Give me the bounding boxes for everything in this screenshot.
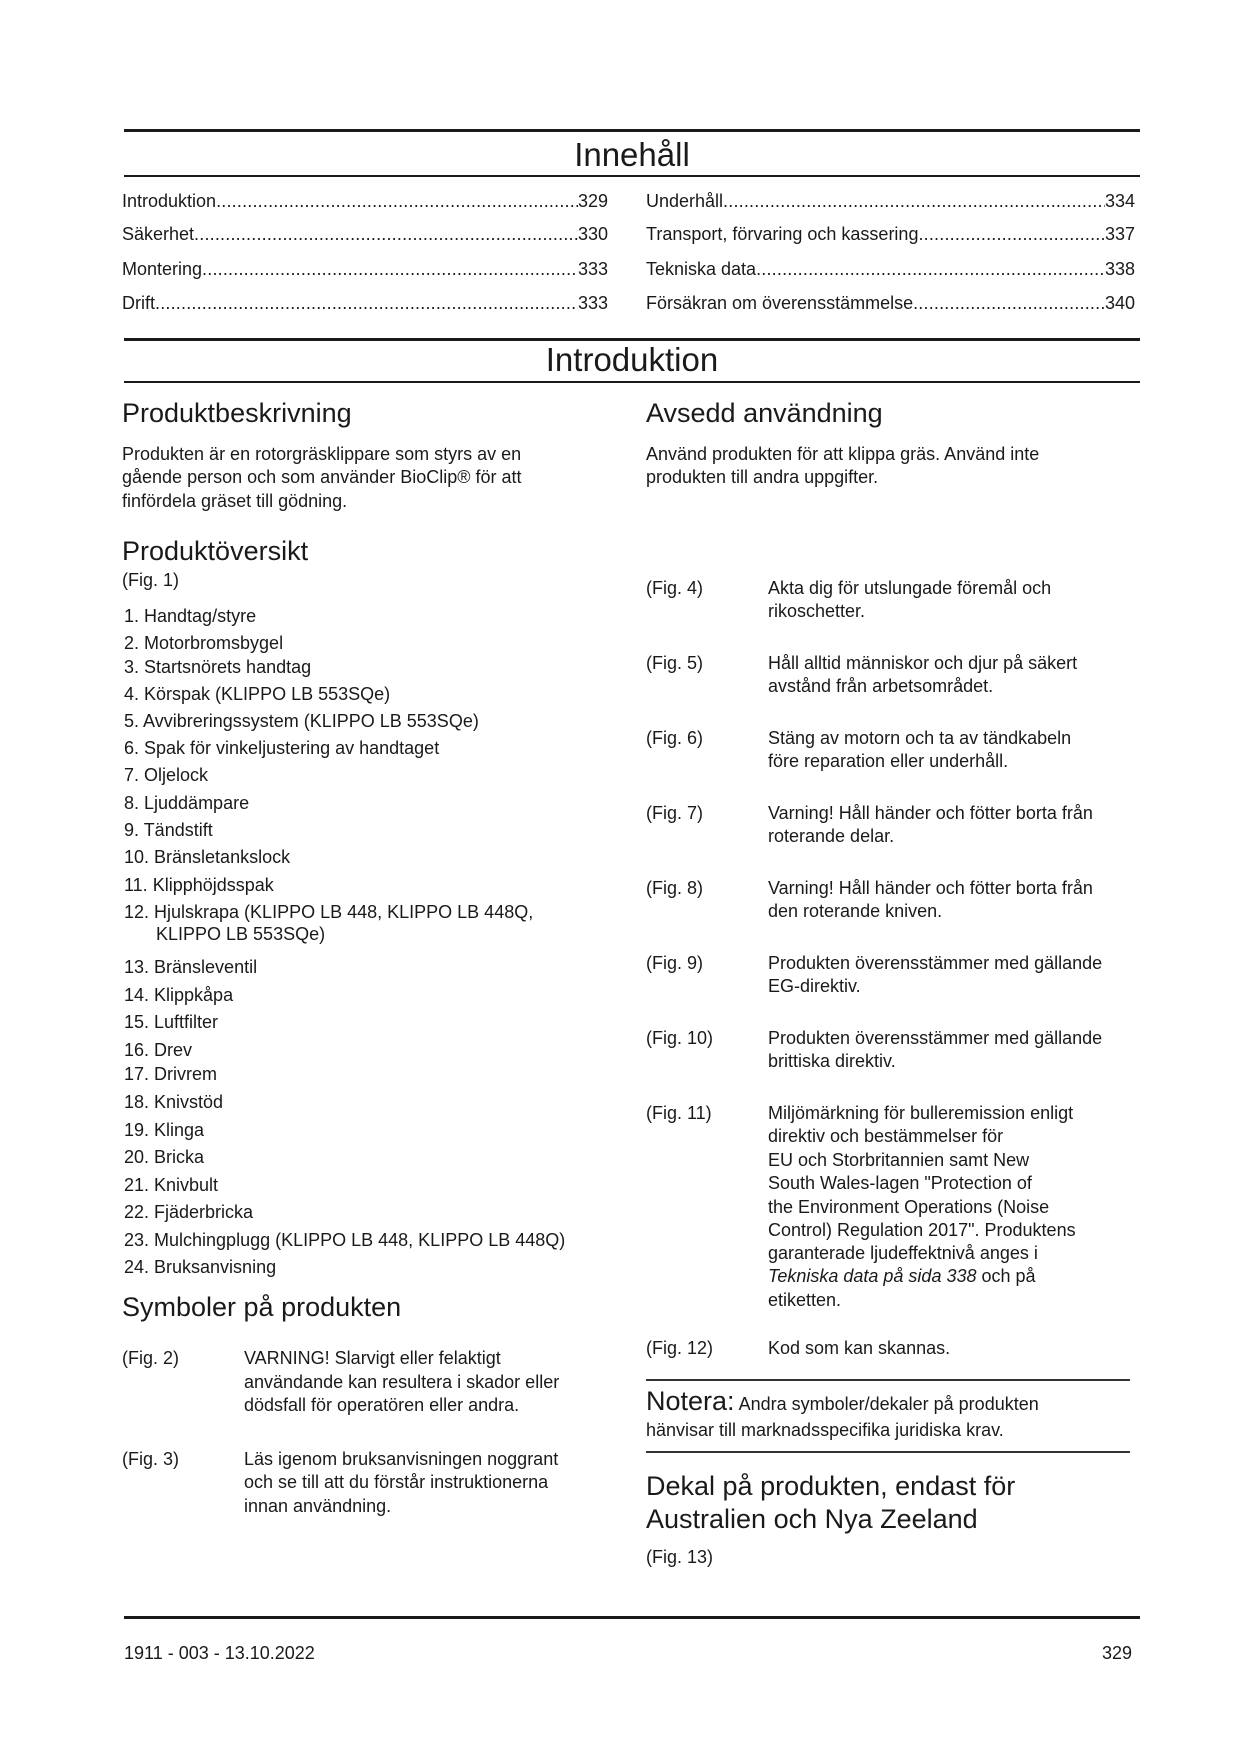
toc-entry[interactable]: [646, 292, 1135, 314]
decal-fig: (Fig. 13): [646, 1547, 714, 1567]
toc-entry[interactable]: [646, 190, 1135, 212]
list-item: 23. Mulchingplugg (KLIPPO LB 448, KLIPPO LB 448Q): [124, 1230, 566, 1250]
intended-use-line: produkten till andra uppgifter.: [646, 467, 879, 487]
list-item: 7. Oljelock: [124, 765, 209, 785]
footer-rule: [124, 1616, 1140, 1619]
toc-entry-page: 333: [577, 293, 608, 313]
toc-entry[interactable]: [646, 223, 1135, 245]
symbol-description-line: Miljömärkning för bulleremission enligt: [768, 1103, 1074, 1123]
product-description-line: finfördela gräset till gödning.: [122, 491, 348, 511]
toc-title: Innehåll: [574, 136, 690, 173]
note-label: Notera:: [646, 1386, 735, 1416]
symbol-description-line: innan användning.: [244, 1496, 392, 1516]
symbol-description-line: the Environment Operations (Noise: [768, 1197, 1050, 1217]
symbol-description-line: [768, 1265, 1036, 1288]
list-item: 22. Fjäderbricka: [124, 1202, 254, 1222]
symbol-description-text: och på: [976, 1266, 1036, 1286]
toc-entry-label: Montering: [122, 259, 203, 279]
symbol-description-line: dödsfall för operatören eller andra.: [244, 1395, 520, 1415]
symbol-description-line: direktiv och bestämmelser för: [768, 1126, 1004, 1146]
list-item: 24. Bruksanvisning: [124, 1257, 277, 1277]
list-item: 11. Klipphöjdsspak: [124, 875, 274, 895]
symbol-description-line: den roterande kniven.: [768, 901, 943, 921]
symbol-description-line: garanterade ljudeffektnivå anges i: [768, 1243, 1038, 1263]
technical-data-link[interactable]: Tekniska data på sida 338: [768, 1266, 977, 1286]
note-top-rule: [646, 1379, 1130, 1381]
list-item: 9. Tändstift: [124, 820, 213, 840]
list-item: 6. Spak för vinkeljustering av handtaget: [124, 738, 440, 758]
intro-title-rule: [124, 381, 1140, 383]
symbol-fig-ref: (Fig. 12): [646, 1338, 714, 1358]
symbol-description-line: Håll alltid människor och djur på säkert: [768, 653, 1078, 673]
toc-entry-label: Introduktion: [122, 191, 217, 211]
symbols-heading: Symboler på produkten: [122, 1292, 402, 1322]
note-bottom-rule: [646, 1451, 1130, 1453]
list-item: 16. Drev: [124, 1040, 193, 1060]
toc-entry[interactable]: [646, 258, 1135, 280]
symbol-description-line: Varning! Håll händer och fötter borta från: [768, 803, 1093, 823]
toc-entry-label: Drift: [122, 293, 155, 313]
intended-use-line: Använd produkten för att klippa gräs. Använd inte: [646, 444, 1040, 464]
symbol-description-line: före reparation eller underhåll.: [768, 751, 1009, 771]
symbol-description-line: South Wales-lagen "Protection of: [768, 1173, 1032, 1193]
toc-entry-page: 329: [577, 191, 608, 211]
product-description-line: Produkten är en rotorgräsklippare som styrs av en: [122, 444, 522, 464]
symbol-description-line: EG-direktiv.: [768, 976, 861, 996]
symbol-fig-ref: (Fig. 4): [646, 578, 704, 598]
list-item: 18. Knivstöd: [124, 1092, 224, 1112]
toc-entry[interactable]: [122, 190, 608, 212]
symbol-description-line: Control) Regulation 2017". Produktens: [768, 1220, 1076, 1240]
note-text-line: hänvisar till marknadsspecifika juridiska krav.: [646, 1420, 1004, 1440]
symbol-description-line: EU och Storbritannien samt New: [768, 1150, 1030, 1170]
list-item: 3. Startsnörets handtag: [124, 657, 312, 677]
symbol-description-line: brittiska direktiv.: [768, 1051, 896, 1071]
toc-entry-page: 333: [577, 259, 608, 279]
list-item: 19. Klinga: [124, 1120, 205, 1140]
symbol-description-line: Läs igenom bruksanvisningen noggrant: [244, 1449, 559, 1469]
toc-entry-page: 337: [1104, 224, 1135, 244]
list-item: 8. Ljuddämpare: [124, 793, 250, 813]
toc-title-rule: [124, 175, 1140, 177]
symbol-description-line: roterande delar.: [768, 826, 895, 846]
symbol-description-line: Kod som kan skannas.: [768, 1338, 951, 1358]
list-item: 12. Hjulskrapa (KLIPPO LB 448, KLIPPO LB 448Q,: [124, 902, 534, 922]
symbol-description-line: Akta dig för utslungade föremål och: [768, 578, 1052, 598]
overview-heading: Produktöversikt: [122, 536, 309, 566]
page-number: 329: [1101, 1643, 1132, 1663]
toc-top-rule: [124, 129, 1140, 132]
toc-entry-page: 340: [1104, 293, 1135, 313]
list-item-continuation: KLIPPO LB 553SQe): [156, 924, 326, 944]
symbol-description-line: Varning! Håll händer och fötter borta från: [768, 878, 1093, 898]
decal-heading-line: Dekal på produkten, endast för: [646, 1471, 1016, 1501]
list-item: 14. Klippkåpa: [124, 985, 234, 1005]
list-item: 5. Avvibreringssystem (KLIPPO LB 553SQe): [124, 711, 479, 731]
overview-fig: (Fig. 1): [122, 570, 180, 590]
symbol-fig-ref: (Fig. 8): [646, 878, 704, 898]
toc-entry[interactable]: [122, 258, 608, 280]
symbol-description-line: etiketten.: [768, 1290, 842, 1310]
toc-entry[interactable]: [122, 223, 608, 245]
list-item: 17. Drivrem: [124, 1064, 218, 1084]
toc-entry-page: 330: [577, 224, 608, 244]
toc-entry-label: Underhåll: [646, 191, 724, 211]
symbol-fig-ref: (Fig. 9): [646, 953, 704, 973]
symbol-description-line: Stäng av motorn och ta av tändkabeln: [768, 728, 1072, 748]
list-item: 2. Motorbromsbygel: [124, 633, 284, 653]
toc-entry-label: Försäkran om överensstämmelse: [646, 293, 914, 313]
list-item: 20. Bricka: [124, 1147, 205, 1167]
footer-doc-ref: 1911 - 003 - 13.10.2022: [124, 1643, 315, 1663]
product-description-line: gående person och som använder BioClip® för att: [122, 467, 522, 487]
symbol-description-line: avstånd från arbetsområdet.: [768, 676, 994, 696]
note-text: Andra symboler/dekaler på produkten: [738, 1394, 1039, 1414]
list-item: 1. Handtag/styre: [124, 606, 257, 626]
symbol-fig-ref: (Fig. 11): [646, 1103, 712, 1123]
decal-heading-line: Australien och Nya Zeeland: [646, 1504, 978, 1534]
symbol-fig-ref: (Fig. 10): [646, 1028, 714, 1048]
intro-title: Introduktion: [545, 341, 719, 378]
symbol-fig-ref: (Fig. 5): [646, 653, 704, 673]
toc-entry-label: Transport, förvaring och kassering: [646, 224, 919, 244]
toc-entry[interactable]: [122, 292, 608, 314]
symbol-fig-ref: (Fig. 3): [122, 1449, 180, 1469]
symbol-description-line: rikoschetter.: [768, 601, 866, 621]
symbol-description-line: Produkten överensstämmer med gällande: [768, 953, 1103, 973]
list-item: 4. Körspak (KLIPPO LB 553SQe): [124, 684, 391, 704]
symbol-fig-ref: (Fig. 7): [646, 803, 704, 823]
product-description-heading: Produktbeskrivning: [122, 398, 352, 428]
symbol-description-line: och se till att du förstår instruktionerna: [244, 1472, 549, 1492]
symbol-fig-ref: (Fig. 6): [646, 728, 704, 748]
symbol-fig-ref: (Fig. 2): [122, 1348, 180, 1368]
symbol-description-line: Produkten överensstämmer med gällande: [768, 1028, 1103, 1048]
list-item: 15. Luftfilter: [124, 1012, 219, 1032]
list-item: 10. Bränsletankslock: [124, 847, 291, 867]
intended-use-heading: Avsedd användning: [646, 398, 883, 428]
toc-entry-page: 338: [1104, 259, 1135, 279]
toc-entry-label: Tekniska data: [646, 259, 757, 279]
symbol-description-line: VARNING! Slarvigt eller felaktigt: [244, 1348, 501, 1368]
toc-entry-page: 334: [1104, 191, 1135, 211]
list-item: 13. Bränsleventil: [124, 957, 258, 977]
note-line: [646, 1388, 1039, 1417]
list-item: 21. Knivbult: [124, 1175, 219, 1195]
toc-entry-label: Säkerhet: [122, 224, 195, 244]
symbol-description-line: användande kan resultera i skador eller: [244, 1372, 560, 1392]
